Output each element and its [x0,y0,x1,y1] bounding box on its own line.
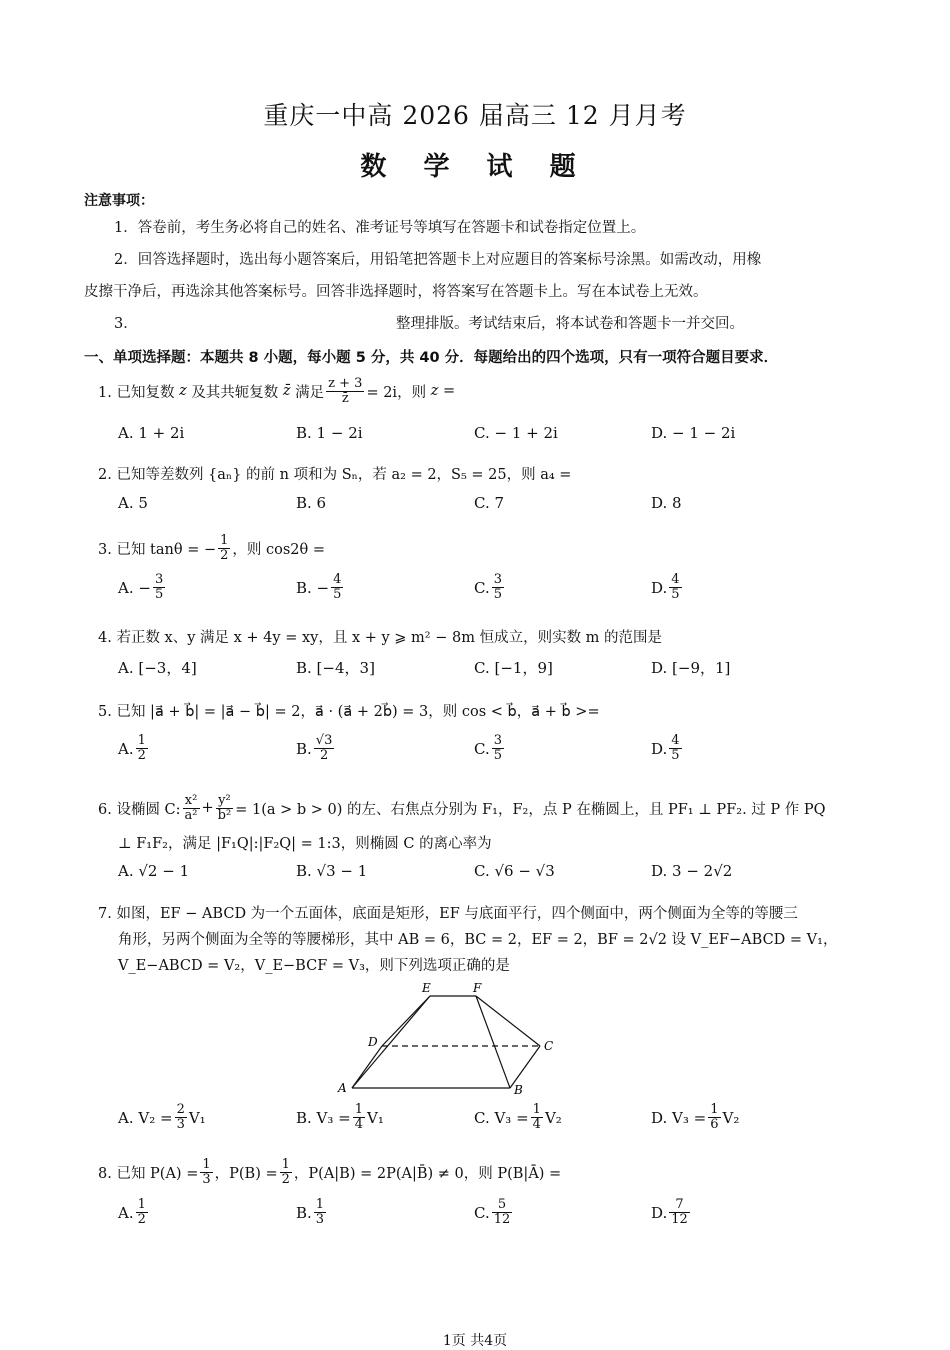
label-d: D [368,1035,378,1049]
edge-ea [352,996,430,1088]
q1-option-d[interactable]: D. − 1 − 2i [651,424,736,442]
q6-option-c[interactable]: C. √6 − √3 [474,862,555,880]
q5-option-d[interactable]: D. $\frac{4}{5}$ [651,733,680,763]
q5-option-a[interactable]: A. $\frac{1}{2}$ [118,733,146,763]
q6-option-d[interactable]: D. 3 − 2√2 [651,862,733,880]
q8-option-b[interactable]: B. $\frac{1}{3}$ [296,1197,325,1227]
label-b: B [514,1083,523,1096]
label-a: A [338,1081,347,1095]
q7-option-b[interactable]: B. V₃ = $\frac{1}{4}$ V₁ [296,1102,384,1132]
edge-ad [352,1046,382,1088]
q7-option-a[interactable]: A. V₂ = $\frac{2}{3}$ V₁ [118,1102,206,1132]
q2-option-d[interactable]: D. 8 [651,494,682,512]
section-heading: 一、单项选择题：本题共 8 小题，每小题 5 分，共 40 分．每题给出的四个选项，只有一项符合题目要求． [84,350,779,366]
q1-option-a[interactable]: A. 1 + 2i [118,424,185,442]
question-3-stem: 3. 已知 tanθ = − $\frac{1}{2}$ ，则 cos2θ = [98,532,326,563]
subject-title: 数 学 试 题 [360,152,590,182]
question-7-line1: 7. 如图，EF − ABCD 为一个五面体，底面是矩形，EF 与底面平行，四个侧面中，两个侧面为全等的等腰三 [98,906,798,922]
q8-option-d[interactable]: D. $\frac{7}{12}$ [651,1197,688,1227]
q4-option-a[interactable]: A. [−3，4] [118,659,197,677]
note-2b: 皮擦干净后，再选涂其他答案标号。回答非选择题时，将答案写在答题卡上。写在本试卷上无效。 [84,284,708,300]
exam-title: 重庆一中高 2026 届高三 12 月月考 [263,101,687,130]
note-2a: 2．回答选择题时，选出每小题答案后，用铅笔把答题卡上对应题目的答案标号涂黑。如需改动，用橡 [114,252,762,268]
note-3b: 整理排版。考试结束后，将本试卷和答题卡一并交回。 [396,316,744,332]
question-5-stem: 5. 已知 |a⃗ + b⃗| = |a⃗ − b⃗| = 2，a⃗ · (a⃗ + 2b⃗) = 3，则 cos < b⃗，a⃗ + b⃗ >= [98,704,600,720]
question-6-stem-line1: 6. 设椭圆 C: $\frac{\text{x²}}{\text{a²}}$ + $\frac{\text{y²}}{\text{b²}}$ = 1(a > b > 0) 的左、右焦点分别为 F₁，F₂，点 P 在椭圆上，且 PF₁ ⊥ PF₂. 过 P 作 PQ [98,792,826,823]
question-6-stem-line2: ⊥ F₁F₂，满足 |F₁Q|:|F₂Q| = 1:3，则椭圆 C 的离心率为 [118,836,492,852]
q7-option-c[interactable]: C. V₃ = $\frac{1}{4}$ V₂ [474,1102,562,1132]
q3-option-c[interactable]: C. $\frac{3}{5}$ [474,572,502,602]
note-3a: 3． [114,316,138,332]
note-1: 1．答卷前，考生务必将自己的姓名、准考证号等填写在答题卡和试卷指定位置上。 [114,220,646,236]
q2-option-b[interactable]: B. 6 [296,494,327,512]
q3-option-a[interactable]: A. − $\frac{3}{5}$ [118,572,164,602]
q6-option-a[interactable]: A. √2 − 1 [118,862,190,880]
q8-option-a[interactable]: A. $\frac{1}{2}$ [118,1197,146,1227]
question-8-stem: 8. 已知 P(A) = $\frac{1}{3}$ ，P(B) = $\frac{1}{2}$ ，P(A|B) = 2P(A|B̄) ≠ 0，则 P(B|Ā) = [98,1156,562,1187]
question-7-line2: 角形，另两个侧面为全等的等腰梯形，其中 AB = 6，BC = 2，EF = 2，BF = 2√2 设 V_EF−ABCD = V₁， [118,932,838,948]
question-7-line3: V_E−ABCD = V₂，V_E−BCF = V₃，则下列选项正确的是 [118,958,510,974]
q1-option-b[interactable]: B. 1 − 2i [296,424,363,442]
pentahedron-figure [330,976,570,1096]
q2-option-c[interactable]: C. 7 [474,494,505,512]
label-f: F [473,981,482,995]
q4-option-b[interactable]: B. [−4，3] [296,659,375,677]
label-c: C [544,1039,554,1053]
question-2-stem: 2. 已知等差数列 {aₙ} 的前 n 项和为 Sₙ，若 a₂ = 2，S₅ = 25，则 a₄ = [98,467,572,483]
q4-option-c[interactable]: C. [−1，9] [474,659,553,677]
q5-option-b[interactable]: B. $\frac{√3}{2}$ [296,733,333,763]
q2-option-a[interactable]: A. 5 [118,494,148,512]
q5-option-c[interactable]: C. $\frac{3}{5}$ [474,733,502,763]
notes-heading: 注意事项： [84,193,154,209]
q7-option-d[interactable]: D. V₃ = $\frac{1}{6}$ V₂ [651,1102,740,1132]
page-footer: 1页 共4页 [442,1333,508,1349]
label-e: E [422,981,431,995]
q4-option-d[interactable]: D. [−9，1] [651,659,731,677]
q3-option-d[interactable]: D. $\frac{4}{5}$ [651,572,680,602]
q1-option-c[interactable]: C. − 1 + 2i [474,424,558,442]
question-1-stem: 1. 已知复数 z 及其共轭复数 z̄ 满足 $\frac{z + 3}{z̄}$ = 2i，则 z = [98,375,456,406]
edge-bc [510,1046,540,1088]
question-4-stem: 4. 若正数 x、y 满足 x + 4y = xy，且 x + y ⩾ m² − 8m 恒成立，则实数 m 的范围是 [98,630,663,646]
edge-ed [382,996,430,1046]
q6-option-b[interactable]: B. √3 − 1 [296,862,368,880]
q8-option-c[interactable]: C. $\frac{5}{12}$ [474,1197,511,1227]
q3-option-b[interactable]: B. − $\frac{4}{5}$ [296,572,342,602]
